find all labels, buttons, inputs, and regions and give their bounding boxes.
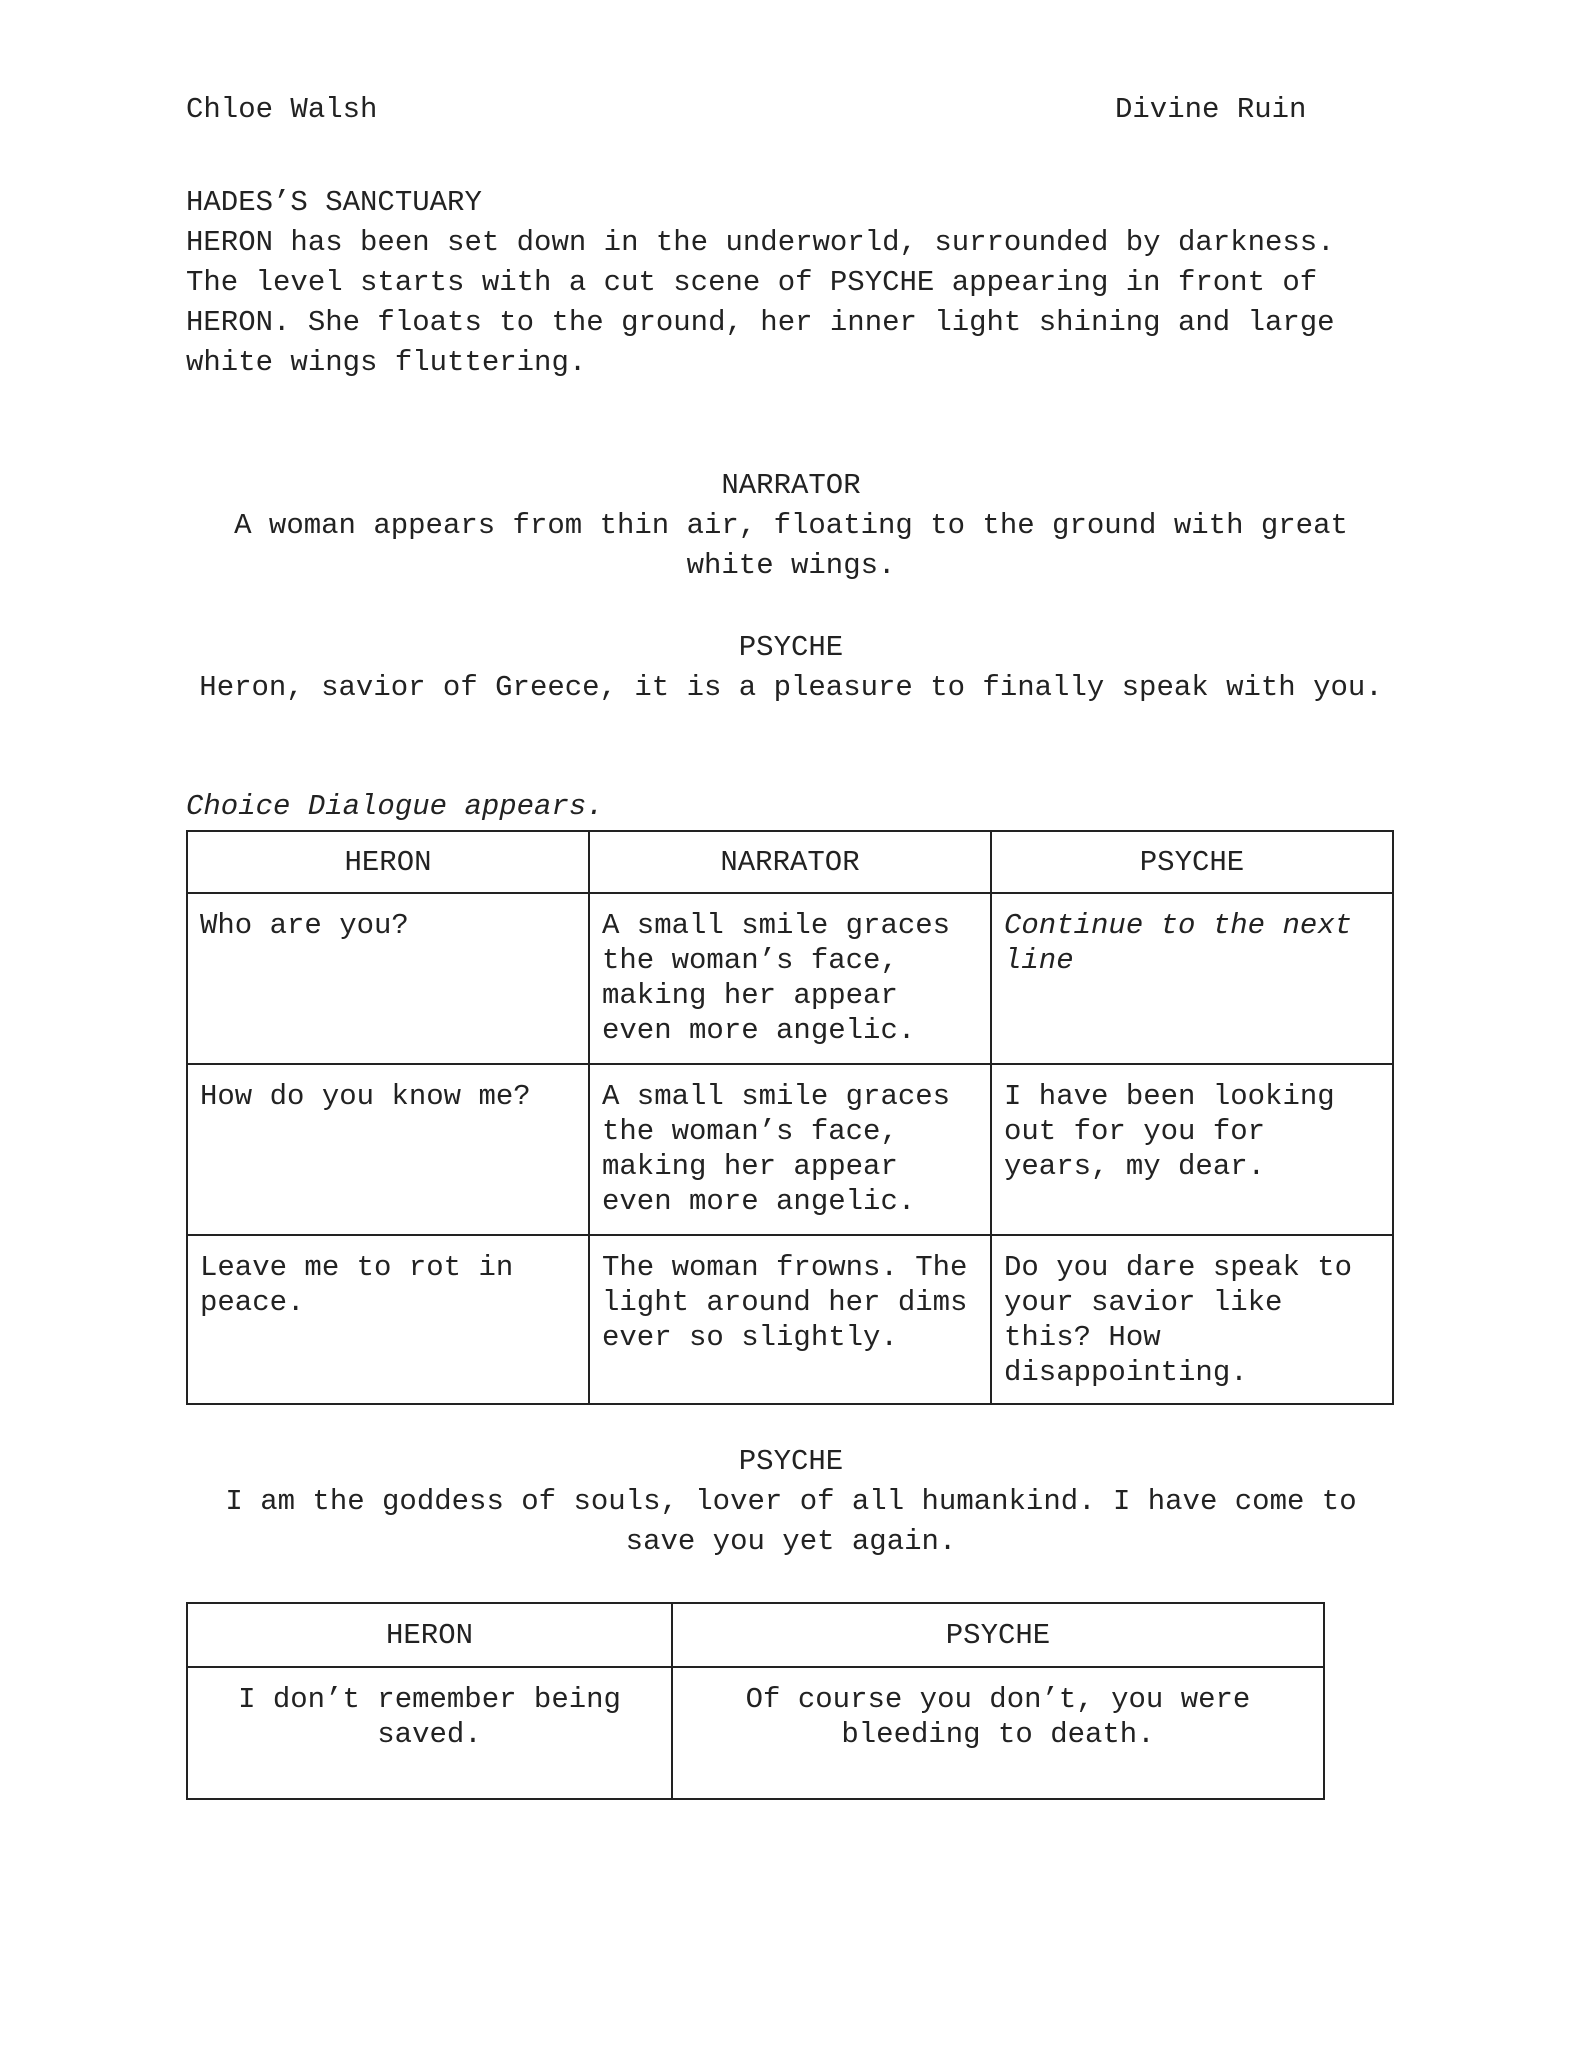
table-cell: A small smile graces the woman’s face, making her appear even more angelic. xyxy=(589,1064,991,1235)
column-header: PSYCHE xyxy=(672,1603,1324,1667)
response-table xyxy=(186,1602,1325,1800)
action-line: HERON has been set down in the underworld, surrounded by darkness. xyxy=(186,226,1335,259)
table-header-row xyxy=(187,1603,1324,1667)
column-header: PSYCHE xyxy=(991,831,1393,893)
action-line: The level starts with a cut scene of PSYCHE appearing in front of HERON. She floats to the ground, her inner light shining and large white wings fluttering. xyxy=(186,266,1335,379)
column-header: HERON xyxy=(187,831,589,893)
scene-description xyxy=(186,183,1416,383)
character-name: PSYCHE xyxy=(738,1445,844,1478)
author-name: Chloe Walsh xyxy=(186,93,378,126)
choice-dialogue-table xyxy=(186,830,1394,1405)
dialogue-block xyxy=(186,628,1396,708)
document-title: Divine Ruin xyxy=(1115,93,1307,126)
table-row xyxy=(187,1235,1393,1404)
dialogue-line: A woman appears from thin air, floating to the ground with great white wings. xyxy=(234,509,1348,582)
character-name: PSYCHE xyxy=(738,631,844,664)
dialogue-line: I am the goddess of souls, lover of all humankind. I have come to save you yet again. xyxy=(225,1485,1357,1558)
table-cell: Of course you don’t, you were bleeding to death. xyxy=(672,1667,1324,1799)
table-cell: The woman frowns. The light around her dims ever so slightly. xyxy=(589,1235,991,1404)
column-header: NARRATOR xyxy=(589,831,991,893)
table-cell: I don’t remember being saved. xyxy=(187,1667,672,1799)
column-header: HERON xyxy=(187,1603,672,1667)
table-cell: Continue to the next line xyxy=(991,893,1393,1064)
character-name: NARRATOR xyxy=(721,469,861,502)
table-cell: Who are you? xyxy=(187,893,589,1064)
table-cell: I have been looking out for you for years, my dear. xyxy=(991,1064,1393,1235)
table-header-row xyxy=(187,831,1393,893)
dialogue-line: Heron, savior of Greece, it is a pleasure to finally speak with you. xyxy=(199,671,1383,704)
dialogue-block xyxy=(186,466,1396,586)
table-row xyxy=(187,1667,1324,1799)
choice-note: Choice Dialogue appears. xyxy=(186,790,604,823)
table-cell: How do you know me? xyxy=(187,1064,589,1235)
scene-heading: HADES’S SANCTUARY xyxy=(186,186,482,219)
dialogue-block xyxy=(186,1442,1396,1562)
table-cell: Do you dare speak to your savior like this? How disappointing. xyxy=(991,1235,1393,1404)
table-row xyxy=(187,893,1393,1064)
table-cell: A small smile graces the woman’s face, making her appear even more angelic. xyxy=(589,893,991,1064)
table-cell: Leave me to rot in peace. xyxy=(187,1235,589,1404)
table-row xyxy=(187,1064,1393,1235)
